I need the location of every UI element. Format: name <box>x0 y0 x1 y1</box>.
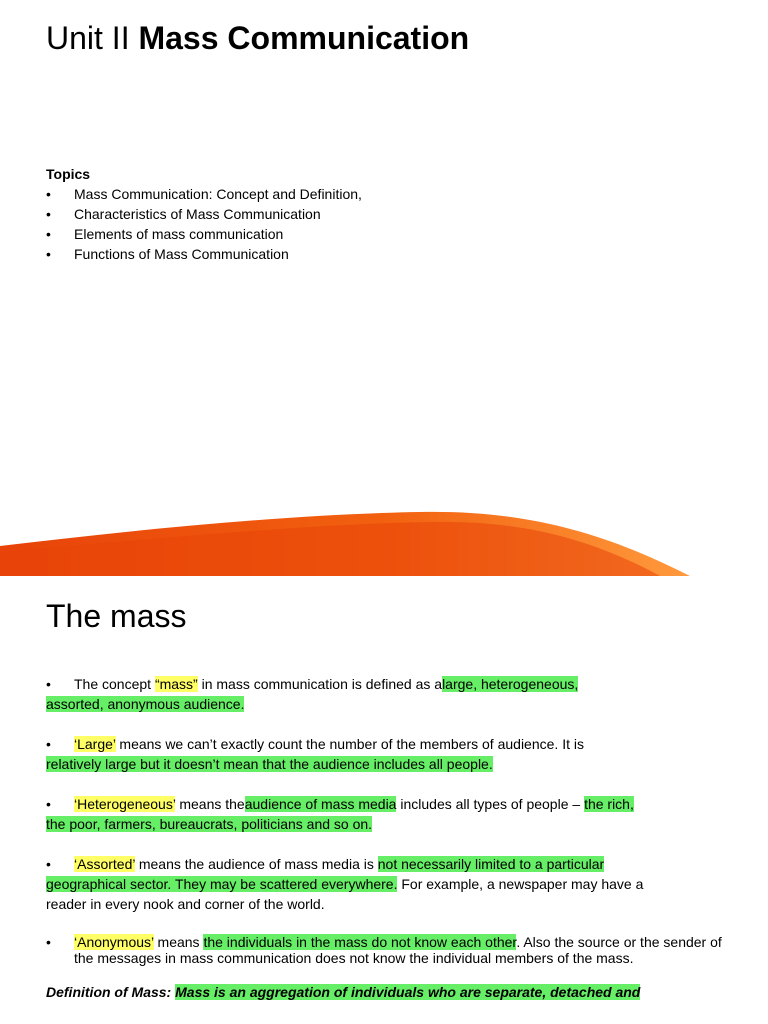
topics-list <box>46 184 362 264</box>
highlight-green: large, heterogeneous, <box>442 676 579 692</box>
paragraph-assorted <box>46 854 726 914</box>
text: means the <box>175 796 245 812</box>
highlight-green: relatively large but it doesn’t mean that the audience includes all people. <box>46 756 493 772</box>
paragraph-anonymous <box>46 934 726 966</box>
text: in mass communication is defined as a <box>197 676 443 692</box>
list-item: • Characteristics of Mass Communication <box>46 204 362 224</box>
bullet-icon: • <box>46 856 51 872</box>
title-prefix: Unit II <box>46 20 139 56</box>
highlight-yellow: ‘Anonymous’ <box>74 934 154 950</box>
text: includes all types of people – <box>396 796 585 812</box>
orange-wave-decoration <box>0 508 768 576</box>
text: For example, a newspaper may have a <box>397 876 644 892</box>
slide-title: The mass <box>46 598 187 634</box>
highlight-green: geographical sector. They may be scattered everywhere. <box>46 876 398 892</box>
bullet-icon: • <box>46 676 51 692</box>
highlight-green: the individuals in the mass do not know each other <box>203 934 517 950</box>
bullet-icon: • <box>46 796 51 812</box>
page-title <box>46 20 469 57</box>
definition-of-mass <box>46 982 726 1002</box>
bullet-icon: • <box>46 736 51 752</box>
highlight-green: not necessarily limited to a particular <box>377 856 605 872</box>
text: means we can’t exactly count the number of the members of audience. It is <box>115 736 584 752</box>
highlight-yellow: ‘Heterogeneous’ <box>74 796 176 812</box>
list-item: • Elements of mass communication <box>46 224 362 244</box>
topics-heading: Topics <box>46 166 91 182</box>
highlight-green: the rich, <box>584 796 634 812</box>
highlight-yellow: “mass” <box>154 676 198 692</box>
list-item: • Mass Communication: Concept and Definition, <box>46 184 362 204</box>
highlight-yellow: ‘Assorted’ <box>74 856 135 872</box>
title-main: Mass Communication <box>138 20 470 56</box>
paragraph-heterogeneous <box>46 794 726 834</box>
topics-block <box>46 164 362 264</box>
definition-label: Definition of Mass: <box>46 984 172 1000</box>
highlight-green: audience of mass media <box>244 796 397 812</box>
text: reader in every nook and corner of the world. <box>46 896 325 912</box>
bullet-icon: • <box>46 934 51 950</box>
paragraph-large <box>46 734 726 774</box>
slide-2 <box>0 576 768 1024</box>
list-item: • Functions of Mass Communication <box>46 244 362 264</box>
highlight-green: assorted, anonymous audience. <box>46 696 245 712</box>
slide-body <box>46 674 726 1022</box>
text: means <box>153 934 204 950</box>
highlight-yellow: ‘Large’ <box>74 736 116 752</box>
text: means the audience of mass media is <box>134 856 378 872</box>
text: The concept <box>74 676 155 692</box>
paragraph-mass <box>46 674 726 714</box>
highlight-green: the poor, farmers, bureaucrats, politicians and so on. <box>46 816 373 832</box>
highlight-green: Mass is an aggregation of individuals who are separate, detached and <box>175 984 641 1000</box>
text: . Also the source or the sender of the messages in mass communication does not know the individual members of the mass. <box>74 934 722 966</box>
